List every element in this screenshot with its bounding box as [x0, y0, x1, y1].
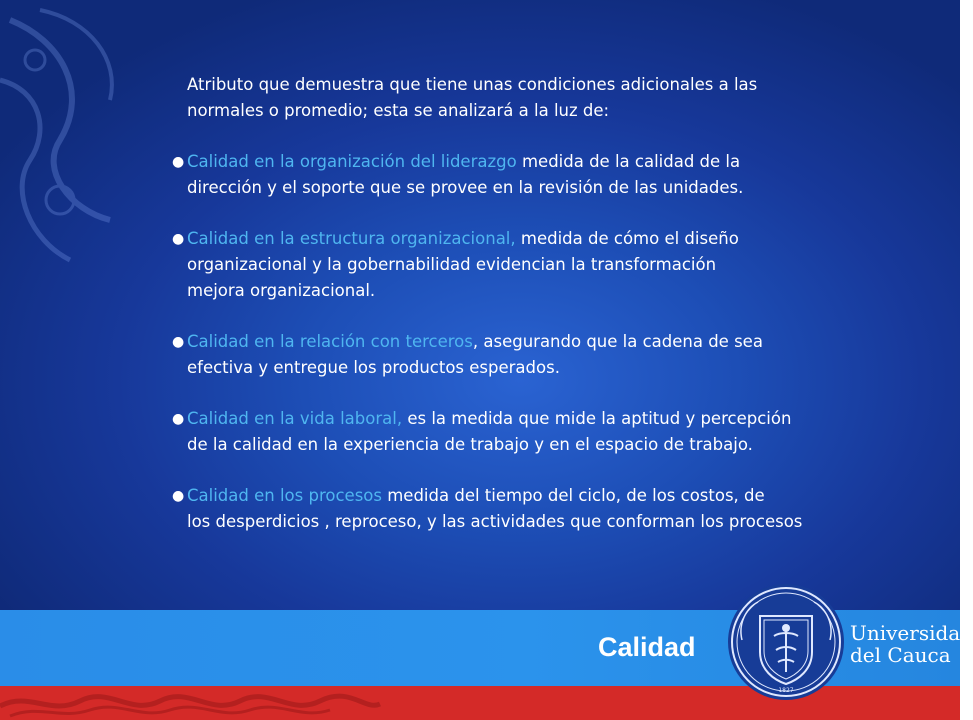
bullet-text: medida del tiempo del ciclo, de los costos, de — [381, 486, 765, 505]
bullet-highlight: Calidad en la vida laboral, — [187, 409, 403, 428]
bullet-highlight: Calidad en los procesos — [187, 486, 382, 505]
bullet-dot: ● — [172, 488, 185, 504]
bullet-estructura — [162, 226, 852, 304]
bullet-highlight: Calidad en la estructura organizacional, — [187, 229, 516, 248]
intro-line-2: normales o promedio; esta se analizará a la luz de: — [187, 101, 610, 120]
bullet-dot: ● — [172, 334, 185, 350]
bullet-text: efectiva y entregue los productos esperados. — [187, 358, 560, 377]
decorative-pattern — [0, 686, 380, 720]
bullet-text: de la calidad en la experiencia de trabajo y en el espacio de trabajo. — [187, 435, 753, 454]
bullet-text: dirección y el soporte que se provee en la revisión de las unidades. — [187, 178, 744, 197]
bullet-dot: ● — [172, 231, 185, 247]
bullet-highlight: Calidad en la organización del liderazgo — [187, 152, 517, 171]
intro-paragraph — [162, 72, 852, 124]
bullet-text: los desperdicios , reproceso, y las actividades que conforman los procesos — [187, 512, 803, 531]
intro-line-1: Atributo que demuestra que tiene unas condiciones adicionales a las — [187, 75, 758, 94]
bullet-dot: ● — [172, 154, 185, 170]
bullet-liderazgo — [162, 149, 852, 201]
bullet-terceros — [162, 329, 852, 381]
bullet-text: organizacional y la gobernabilidad evidencian la transformación — [187, 255, 717, 274]
slide-content — [162, 72, 852, 560]
bullet-text: mejora organizacional. — [187, 281, 376, 300]
bullet-text: medida de cómo el diseño — [515, 229, 739, 248]
slide-title: Calidad — [598, 632, 696, 662]
university-seal — [728, 584, 844, 700]
bullet-text: , asegurando que la cadena de sea — [472, 332, 763, 351]
university-name-line-1: Universidad — [850, 621, 973, 645]
bullet-text: es la medida que mide la aptitud y percepción — [402, 409, 792, 428]
bullet-procesos — [162, 483, 852, 535]
bullet-highlight: Calidad en la relación con terceros — [187, 332, 473, 351]
bullet-text: medida de la calidad de la — [516, 152, 741, 171]
seal-year: 1827 — [778, 687, 794, 694]
decorative-ornament — [0, 0, 170, 300]
seal-emblem-icon — [728, 584, 844, 700]
university-name-line-2: del Cauca — [850, 643, 951, 667]
university-name — [850, 622, 973, 666]
bullet-vida-laboral — [162, 406, 852, 458]
bullet-dot: ● — [172, 411, 185, 427]
